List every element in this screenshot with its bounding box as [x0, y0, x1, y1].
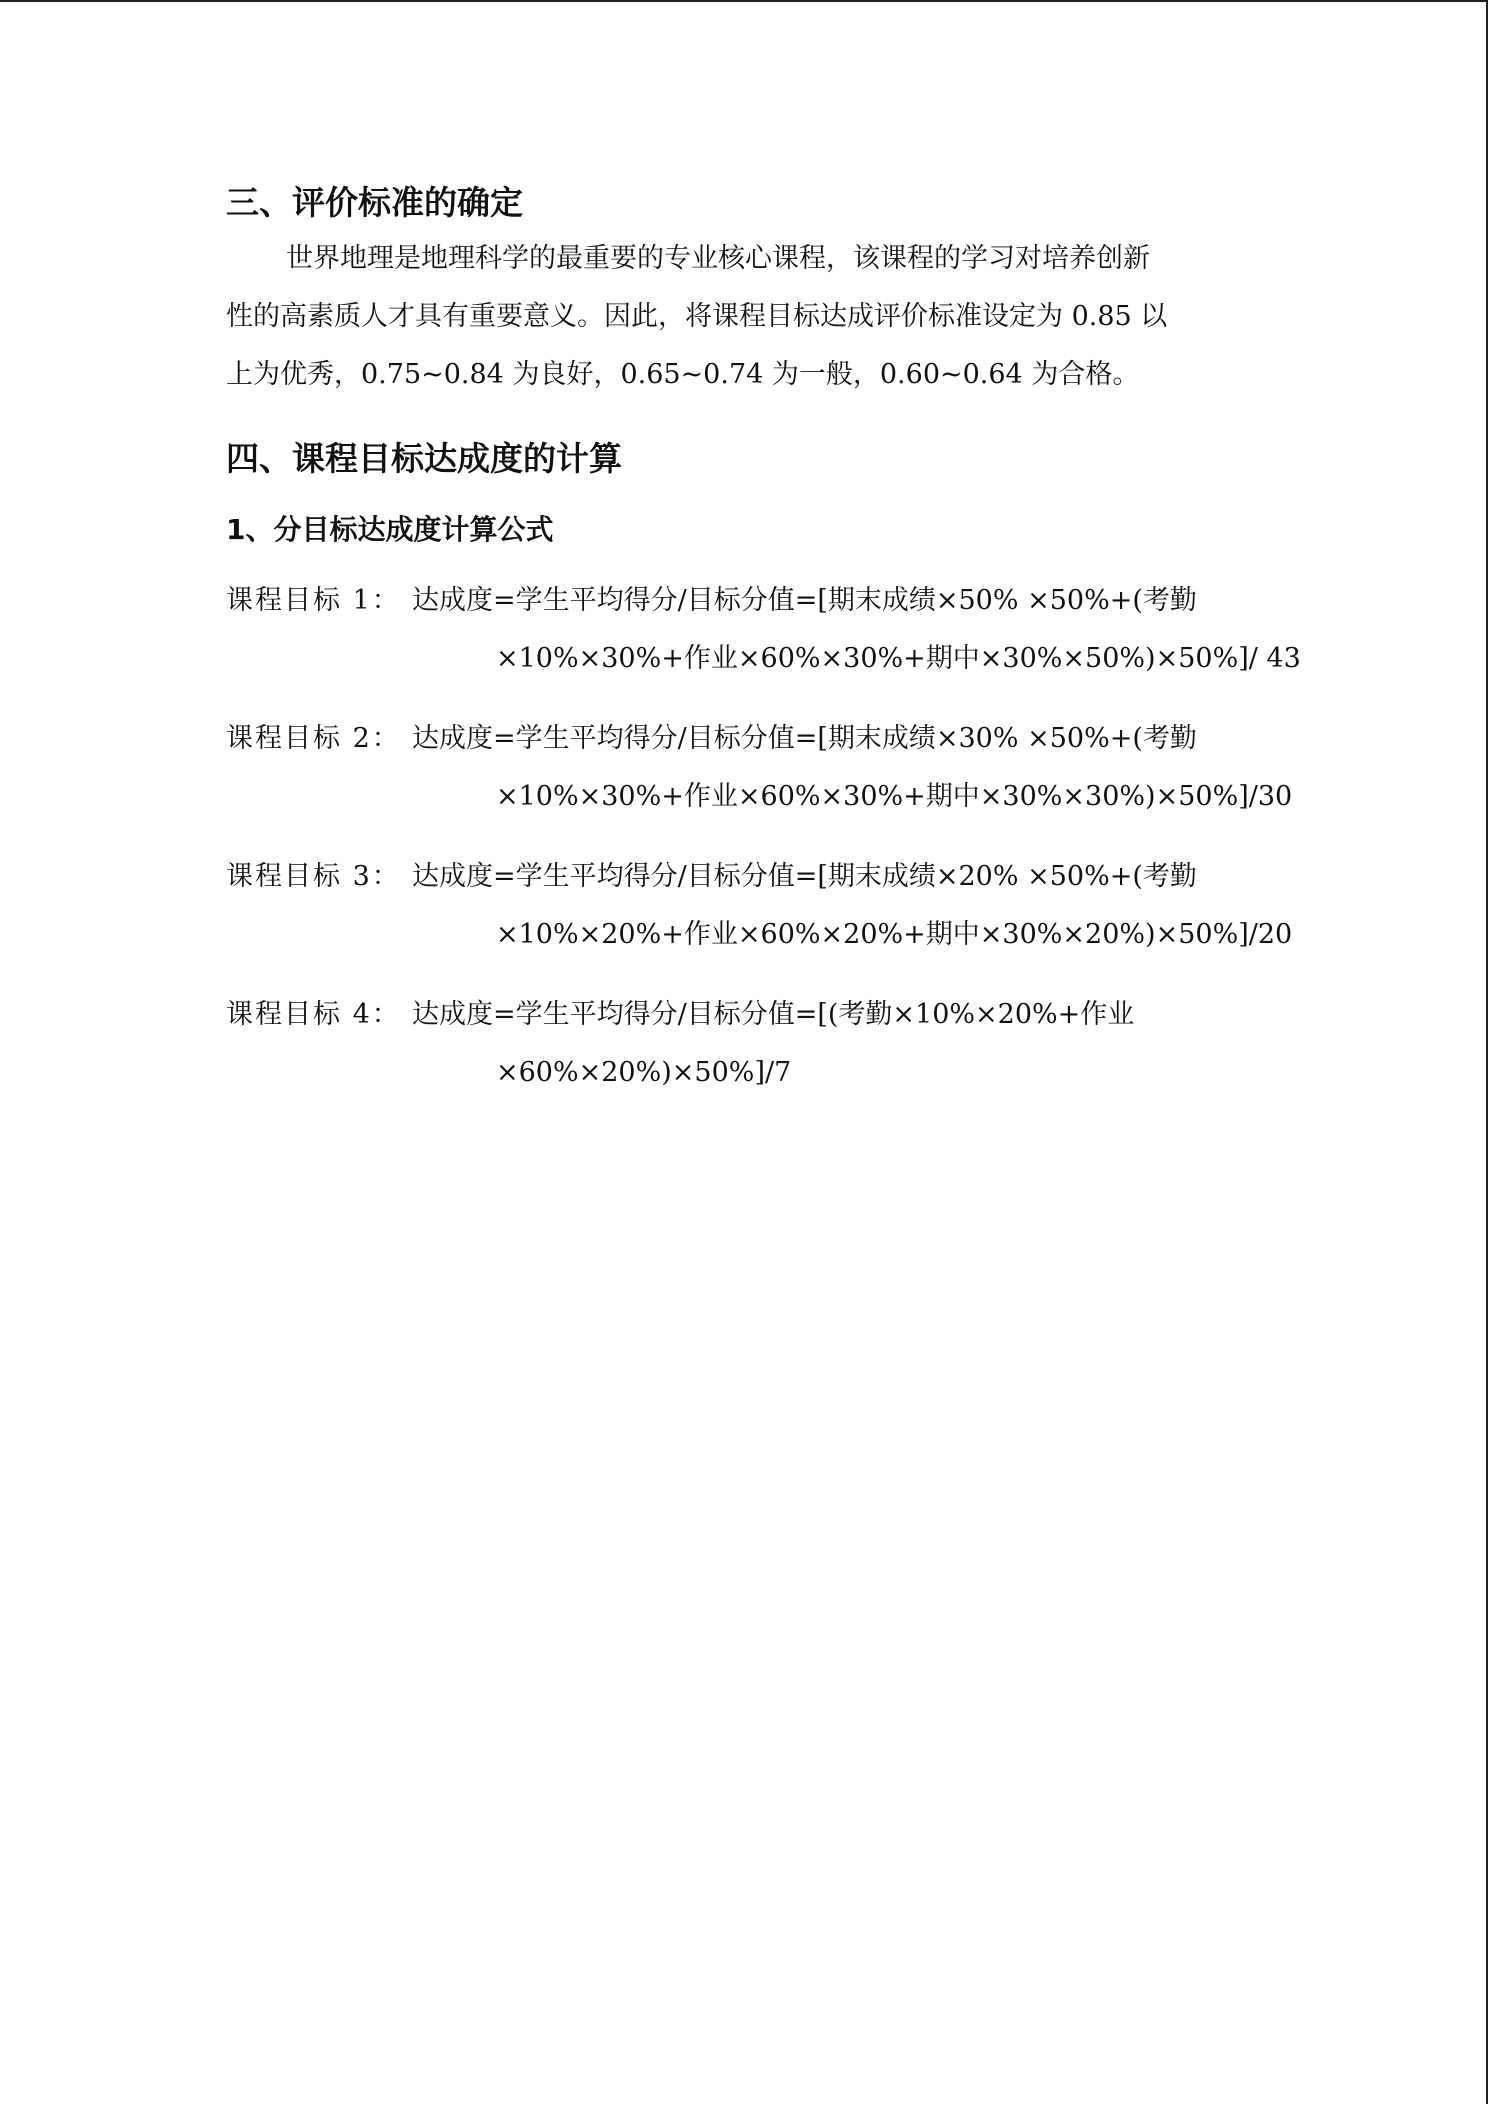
section-3-heading: 三、评价标准的确定 — [226, 183, 523, 222]
formula-label: 课程目标 2： — [226, 723, 401, 754]
formula-expression-line-2: ×10%×20%+作业×60%×20%+期中×30%×20%)×50%]/20 — [496, 919, 1293, 950]
formula-label: 课程目标 1： — [226, 585, 401, 616]
page-top-edge — [0, 0, 1488, 2]
formula-expression-line-1: 达成度=学生平均得分/目标分值=[期末成绩×20% ×50%+(考勤 — [412, 861, 1197, 892]
formula-expression-line-1: 达成度=学生平均得分/目标分值=[(考勤×10%×20%+作业 — [412, 999, 1135, 1030]
formula-expression-line-1: 达成度=学生平均得分/目标分值=[期末成绩×30% ×50%+(考勤 — [412, 723, 1197, 754]
formula-goal-2 — [226, 710, 1293, 826]
paragraph-line: 世界地理是地理科学的最重要的专业核心课程，该课程的学习对培养创新 — [286, 243, 1150, 274]
formula-goal-4 — [226, 986, 1262, 1102]
section-3-paragraph — [226, 230, 1262, 404]
formula-expression-line-2: ×10%×30%+作业×60%×30%+期中×30%×30%)×50%]/30 — [496, 781, 1293, 812]
section-4-subheading: 1、分目标达成度计算公式 — [226, 513, 554, 546]
document-body — [226, 178, 1301, 1102]
formula-goal-3 — [226, 848, 1293, 964]
formula-expression-line-2: ×60%×20%)×50%]/7 — [496, 1057, 792, 1088]
formula-expression-line-1: 达成度=学生平均得分/目标分值=[期末成绩×50% ×50%+(考勤 — [412, 585, 1197, 616]
section-4-heading: 四、课程目标达成度的计算 — [226, 439, 622, 478]
paragraph-line: 性的高素质人才具有重要意义。因此，将课程目标达成评价标准设定为 0.85 以 — [226, 301, 1168, 332]
formula-expression-line-2: ×10%×30%+作业×60%×30%+期中×30%×50%)×50%]/ 43 — [496, 643, 1301, 674]
paragraph-line: 上为优秀，0.75~0.84 为良好，0.65~0.74 为一般，0.60~0.64 为合格。 — [226, 359, 1140, 390]
formula-goal-1 — [226, 572, 1301, 688]
formula-label: 课程目标 3： — [226, 861, 401, 892]
formula-label: 课程目标 4： — [226, 999, 401, 1030]
